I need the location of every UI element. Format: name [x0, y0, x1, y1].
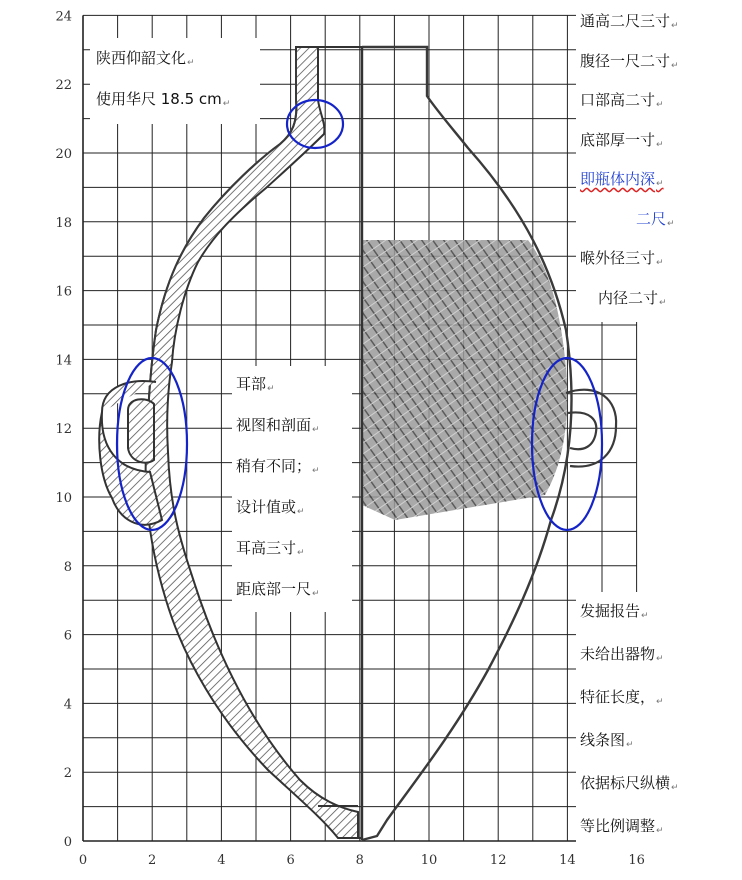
vessel-drawing: [99, 47, 616, 840]
x-tick-label: 12: [489, 853, 507, 868]
note-dim-line: 喉外径三寸 ↵: [580, 241, 708, 281]
note-dim-line: 通高二尺三寸 ↵: [580, 4, 708, 44]
ear-left: [99, 381, 162, 525]
y-tick-label: 2: [63, 766, 72, 782]
x-tick-label: 8: [355, 853, 364, 868]
y-tick-label: 16: [55, 284, 72, 300]
x-tick-label: 14: [559, 853, 576, 868]
y-tick-label: 14: [55, 353, 72, 369]
note-report-line: 发掘报告 ↵: [580, 592, 714, 635]
x-tick-label: 6: [286, 853, 295, 868]
note-dim-line: 底部厚一寸 ↵: [580, 123, 708, 163]
y-tick-label: 8: [63, 559, 72, 575]
y-tick-label: 12: [55, 422, 72, 438]
note-dim-line: 腹径一尺二寸 ↵: [580, 44, 708, 84]
note-ear: [232, 366, 352, 612]
note-report-line: 线条图 ↵: [580, 721, 714, 764]
y-tick-label: 18: [55, 215, 72, 231]
x-tick-label: 0: [78, 853, 88, 868]
y-tick-label: 22: [55, 78, 72, 94]
note-dim-line: 口部高二寸 ↵: [580, 83, 708, 123]
x-tick-label: 10: [420, 853, 438, 868]
y-tick-label: 0: [63, 835, 72, 850]
note-report-line: 等比例调整 ↵: [580, 807, 714, 850]
note-bottom-right: [576, 592, 718, 850]
note-dim-line: 二尺 ↵: [580, 202, 708, 242]
x-tick-label: 16: [628, 853, 645, 868]
note-top-right: [576, 2, 712, 322]
y-tick-label: 20: [55, 147, 72, 162]
note-dim-line: 即瓶体内深 ↵: [580, 162, 708, 202]
y-axis-labels: [55, 9, 72, 850]
note-report-line: 未给出器物 ↵: [580, 635, 714, 678]
note-report-line: 特征长度， ↵: [580, 678, 714, 721]
note-ear-line: 设计值或 ↵: [236, 489, 348, 530]
x-tick-label: 4: [217, 853, 226, 868]
note-report-line: 依据标尺纵横 ↵: [580, 764, 714, 807]
surface-texture: [362, 240, 567, 520]
note-culture: 陕西仰韶文化 ↵: [96, 40, 254, 81]
note-ear-line: 耳高三寸 ↵: [236, 530, 348, 571]
x-axis-labels: [79, 853, 645, 868]
note-ear-line: 耳部 ↵: [236, 366, 348, 407]
y-tick-label: 6: [63, 628, 72, 644]
y-tick-label: 24: [55, 9, 72, 25]
x-tick-label: 2: [148, 853, 157, 868]
y-tick-label: 10: [55, 491, 72, 506]
note-dim-line: 内径二寸 ↵: [580, 281, 708, 321]
note-ear-line: 稍有不同； ↵: [236, 448, 348, 489]
note-unit: 使用华尺 18.5 cm ↵: [96, 81, 254, 122]
note-top-left: [90, 38, 260, 124]
y-tick-label: 4: [63, 697, 72, 713]
note-ear-line: 距底部一尺 ↵: [236, 571, 348, 612]
note-ear-line: 视图和剖面 ↵: [236, 407, 348, 448]
